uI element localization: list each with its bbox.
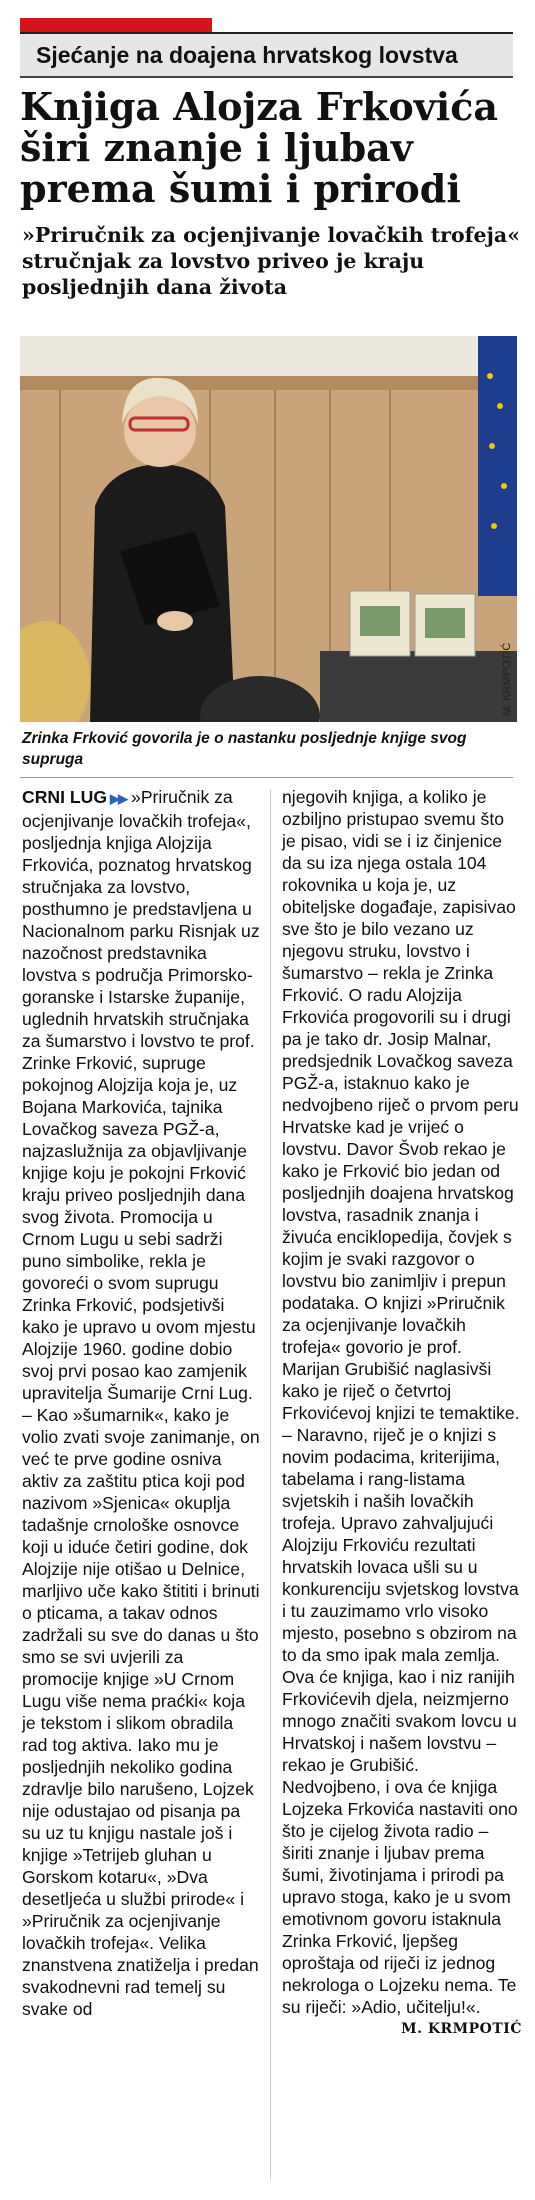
headline: Knjiga Alojza Frkovića širi znanje i ljubav prema šumi i prirodi <box>20 84 498 211</box>
subheadline: »Priručnik za ocjenjivanje lovačkih trofeja« stručnjak za lovstvo priveo je kraju posljednjih dana života <box>22 223 521 299</box>
photo-caption: Zrinka Frković govorila je o nastanku posljednje knjige svog supruga <box>22 730 467 768</box>
article-text-left: »Priručnik za ocjenjivanje lovačkih trofeja«, posljednja knjiga Alojzija Frkovića, poznatog hrvatskog stručnjaka za lovstvo, posthumno je predstavljena u Nacionalnom parku Risnjak uz nazočnost predstavnika lovstva s područja Primorsko-goranske i Istarske županije, uglednih hrvatskih stručnjaka za šumarstvo i lovstvo te prof. Zrinke Frković, supruge pokojnog Alojzija koja je, uz Bojana Markovića, tajnika Lovačkog saveza PGŽ-a, najzaslužnija za objavljivanje knjige koju je pokojni Frković kraju priveo posljednjih dana svog života. Promocija u Crnom Lugu u sebi sadrži puno simbolike, rekla je govoreći o svom suprugu Zrinka Frković, podsjetivši kako je upravo u ovom mjestu Alojzije 1960. godine dobio svoj prvi posao kao zamjenik upravitelja Šumarije Crni Lug. <box>22 787 260 1403</box>
article-text-right: njegovih knjiga, a koliko je ozbiljno pristupao svemu što je pisao, vidi se i iz činjenice da su iza njega ostala 104 rokovnika u koja je, uz obiteljske događaje, zapisivao sve što je bilo vezano uz njegovu struku, lovstvo i šumarstvo – rekla je Zrinka Frković. O radu Alojzija Frkovića progovorili su i drugi pa je tako dr. Josip Malnar, predsjednik Lovačkog saveza PGŽ-a, istaknuo kako je nedvojbeno riječ o prvom peru Hrvatske kad je vrijeć o lovstvu. Davor Švob rekao je kako je Frković bio jedan od posljednjih doajena hrvatskog lovstva, rasadnik znanja i živuća enciklopedija, čovjek s kojim je svaki razgovor o lovstvu bio zanimljiv i prepun podataka. O knjizi »Priručnik za ocjenjivanje lovačkih trofeja« govorio je prof. Marijan Grubišić naglasivši kako je riječ o četvrtoj Frkovićevoj knjizi te temaktike. <box>282 787 520 1423</box>
photo-credit: M. KRMPOTIĆ <box>501 642 513 716</box>
article-column-left <box>22 786 262 2020</box>
article-text-right-2: – Naravno, riječ je o knjizi s novim podacima, kriterijima, tabelama i rang-listama svjetskih i naših lovačkih trofeja. Upravo zahvaljujući Alojziju Frkoviću rezultati hrvatskih lovaca ušli su u konkurenciju svjetskog lovstva i tu zauzimamo vrlo visoko mjesto, posebno s obzirom na to da smo ipak mala zemlja. Ova će knjiga, kao i niz ranijih Frkovićevih djela, neizmjerno mnogo značiti svakom lovcu u Hrvatskoj i našem lovstvu – rekao je Grubišić. Nedvojbeno, i ova će knjiga Lojzeka Frkovića nastaviti ono što je cijelog života radio – širiti znanje i ljubav prema šumi, životinjama i prirodi pa upravo stoga, kako je u svom emotivnom govoru istaknula Zrinka Frković, ljepšeg oproštaja od riječi iz jednog nekrologa o Lojzeku nema. Te su riječi: »Adio, učitelju!«. <box>282 1425 519 2017</box>
column-divider <box>270 790 271 2180</box>
article-column-right <box>282 786 522 2040</box>
red-accent-bar <box>20 18 212 32</box>
dateline: CRNI LUG <box>22 787 108 807</box>
photo-speaker-at-lectern <box>20 336 517 722</box>
article-text-left-2: – Kao »šumarnik«, kako je volio zvati svoje zanimanje, on već te prve godine osniva aktiv za zaštitu ptica koji pod nazivom »Sjenica« okuplja tadašnje crnološke osnovce koji u iduće četiri godine, dok Alojzije nije otišao u Delnice, marljivo uče kako štititi i brinuti o pticama, a takav odnos zadržali su sve do danas u što smo se svi uvjerili za promocije knjige »U Crnom Lugu više nema praćki« koja je tekstom i slikom obradila rad tog aktiva. Iako mu je posljednjih nekoliko godina zdravlje bilo narušeno, Lojzek nije odustajao od pisanja pa su uz tu knjigu nastale još i knjige »Tetrijeb gluhan u Gorskom kotaru«, »Dva desetljeća u službi prirode« i »Priručnik za ocjenjivanje lovačkih trofeja«. Velika znanstvena znatiželja i predan svakodnevni rad temelj su svake od <box>22 1405 260 2019</box>
article-photo <box>20 336 517 722</box>
caption-rule <box>20 777 513 778</box>
lead-paragraph <box>22 786 262 1404</box>
section-rubric: Sjećanje na doajena hrvatskog lovstva <box>20 34 513 78</box>
dateline-arrows-icon: ▶▶ <box>110 791 127 806</box>
byline: M. KRMPOTIĆ <box>401 2021 522 2037</box>
